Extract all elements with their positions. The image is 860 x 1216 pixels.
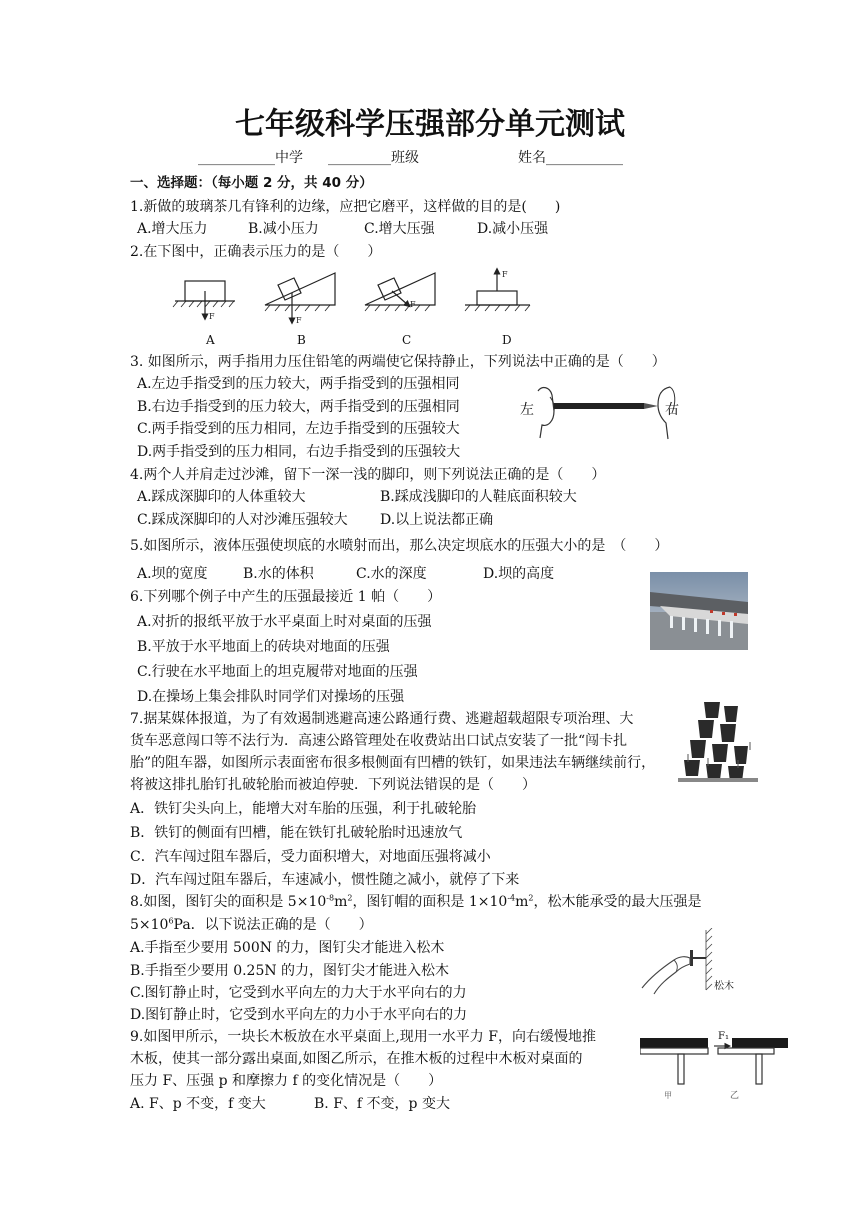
q7-option-c: C．汽车闯过阻车器后，受力面积增大，对地面压强将减小 xyxy=(130,849,491,865)
question-1-stem: 1.新做的玻璃茶几有锋利的边缘，应把它磨平，这样做的目的是( ) xyxy=(130,199,561,215)
q8-option-c: C.图钉静止时，它受到水平向左的力大于水平向右的力 xyxy=(130,985,467,1001)
q1-option-a: A.增大压力 xyxy=(137,221,208,237)
dam-photo xyxy=(650,572,748,650)
q8-text-7: Pa．以下说法正确的是（ ） xyxy=(173,917,373,933)
wood-label: 松木 xyxy=(714,981,734,992)
question-9-line-1: 9.如图甲所示，一块长木板放在水平桌面上,现用一水平力 F，向右缓慢地推 xyxy=(130,1029,596,1045)
fig-label-d: D xyxy=(502,333,512,347)
question-8-line-2 xyxy=(130,918,373,932)
question-9-line-2: 木板，使其一部分露出桌面,如图乙所示，在推木板的过程中木板对桌面的 xyxy=(130,1051,583,1067)
q5-option-c: C.水的深度 xyxy=(356,566,427,582)
section-heading: 一、选择题：（每小题 2 分，共 40 分） xyxy=(130,175,373,191)
q8-exp-1: -8 xyxy=(326,893,335,903)
q7-option-b: B．铁钉的侧面有凹槽，能在铁钉扎破轮胎时迅速放气 xyxy=(130,825,463,841)
q8-text-2: m xyxy=(334,894,348,910)
q3-option-c: C.两手指受到的压力相同，左边手指受到的压强较大 xyxy=(137,421,460,437)
q8-text-1: 8.如图，图钉尖的面积是 5×10 xyxy=(130,894,327,910)
q8-text-3: ，图钉帽的面积是 1×10 xyxy=(352,894,508,910)
spike-strip-photo xyxy=(678,698,758,790)
question-4-stem: 4.两个人并肩走过沙滩，留下一深一浅的脚印，则下列说法正确的是（ ） xyxy=(130,467,606,483)
q4-option-b: B.踩成浅脚印的人鞋底面积较大 xyxy=(380,489,577,505)
fig-yi-label: 乙 xyxy=(730,1091,740,1101)
right-label: 右 xyxy=(665,402,679,418)
q8-option-d: D.图钉静止时，它受到水平向左的力小于水平向右的力 xyxy=(130,1007,468,1023)
q8-text-5: ，松木能承受的最大压强是 xyxy=(533,894,702,910)
q5-option-b: B.水的体积 xyxy=(243,566,314,582)
name-field: 姓名___________ xyxy=(518,150,623,166)
q8-exp-5: 6 xyxy=(168,916,174,926)
q3-option-d: D.两手指受到的压力相同，右边手指受到的压强较大 xyxy=(137,444,461,460)
fig-label-c: C xyxy=(402,333,412,347)
q6-option-a: A.对折的报纸平放于水平桌面上时对桌面的压强 xyxy=(137,614,432,630)
q9-option-b: B. F、f 不变，p 变大 xyxy=(314,1096,450,1112)
fig-label-b: B xyxy=(297,333,306,347)
q5-option-d: D.坝的高度 xyxy=(483,566,555,582)
q4-option-a: A.踩成深脚印的人体重较大 xyxy=(137,489,306,505)
q8-exp-2: 2 xyxy=(347,893,353,903)
q4-option-d: D.以上说法都正确 xyxy=(380,512,494,528)
question-7-line-3: 胎”的阻车器，如图所示表面密布很多根侧面有凹槽的铁钉，如果违法车辆继续前行， xyxy=(130,755,656,771)
q3-option-b: B.右边手指受到的压力较大，两手指受到的压强相同 xyxy=(137,399,460,415)
q1-option-c: C.增大压强 xyxy=(364,221,435,237)
q8-text-6: 5×10 xyxy=(130,917,169,933)
q1-option-d: D.减小压强 xyxy=(477,221,549,237)
q7-option-d: D．汽车闯过阻车器后，车速减小，惯性随之减小，就停了下来 xyxy=(130,872,520,888)
q3-option-a: A.左边手指受到的压力较大，两手指受到的压强相同 xyxy=(137,376,460,392)
board-push-figure xyxy=(640,1026,790,1106)
question-2-stem: 2.在下图中，正确表示压力的是（ ） xyxy=(130,244,382,260)
q8-option-b: B.手指至少要用 0.25N 的力，图钉尖才能进入松木 xyxy=(130,963,450,979)
q6-option-c: C.行驶在水平地面上的坦克履带对地面的压强 xyxy=(137,664,418,680)
class-field: _________班级 xyxy=(328,150,419,166)
svg-text:F: F xyxy=(209,312,215,321)
q5-option-a: A.坝的宽度 xyxy=(137,566,208,582)
fig-jia-label: 甲 xyxy=(664,1091,672,1100)
svg-text:F: F xyxy=(502,270,508,279)
force-f1-label: F₁ xyxy=(718,1031,729,1042)
q6-option-b: B.平放于水平地面上的砖块对地面的压强 xyxy=(137,639,390,655)
question-6-stem: 6.下列哪个例子中产生的压强最接近 1 帕（ ） xyxy=(130,589,442,605)
q8-exp-3: -4 xyxy=(507,893,516,903)
q1-option-b: B.减小压力 xyxy=(248,221,319,237)
question-7-line-2: 货车恶意闯口等不法行为．高速公路管理处在收费站出口试点安装了一批“闯卡扎 xyxy=(130,733,628,749)
left-label: 左 xyxy=(520,402,534,418)
q7-option-a: A．铁钉尖头向上，能增大对车胎的压强，利于扎破轮胎 xyxy=(130,801,477,817)
question-5-stem: 5.如图所示，液体压强使坝底的水喷射而出，那么决定坝底水的压强大小的是 （ ） xyxy=(130,538,669,554)
question-7-line-1: 7.据某媒体报道，为了有效遏制逃避高速公路通行费、逃避超载超限专项治理、大 xyxy=(130,711,634,727)
force-diagrams xyxy=(170,265,540,327)
q9-option-a: A. F、p 不变，f 变大 xyxy=(130,1096,266,1112)
q8-text-4: m xyxy=(515,894,529,910)
question-7-line-4: 将被这排扎胎钉扎破轮胎而被迫停驶．下列说法错误的是（ ） xyxy=(130,777,536,793)
fig-label-a: A xyxy=(206,333,215,347)
svg-text:F: F xyxy=(296,316,302,325)
question-9-line-3: 压力 F、压强 p 和摩擦力 f 的变化情况是（ ） xyxy=(130,1073,443,1089)
q4-option-c: C.踩成深脚印的人对沙滩压强较大 xyxy=(137,512,348,528)
question-8-line-1 xyxy=(130,895,702,909)
q6-option-d: D.在操场上集会排队时同学们对操场的压强 xyxy=(137,689,405,705)
svg-text:F: F xyxy=(410,300,416,309)
school-field: ___________中学 xyxy=(198,150,303,166)
q8-exp-4: 2 xyxy=(528,893,534,903)
page-title: 七年级科学压强部分单元测试 xyxy=(235,107,625,142)
q8-option-a: A.手指至少要用 500N 的力，图钉尖才能进入松木 xyxy=(130,940,445,956)
question-3-stem: 3. 如图所示，两手指用力压住铅笔的两端使它保持静止，下列说法中正确的是（ ） xyxy=(130,354,666,370)
